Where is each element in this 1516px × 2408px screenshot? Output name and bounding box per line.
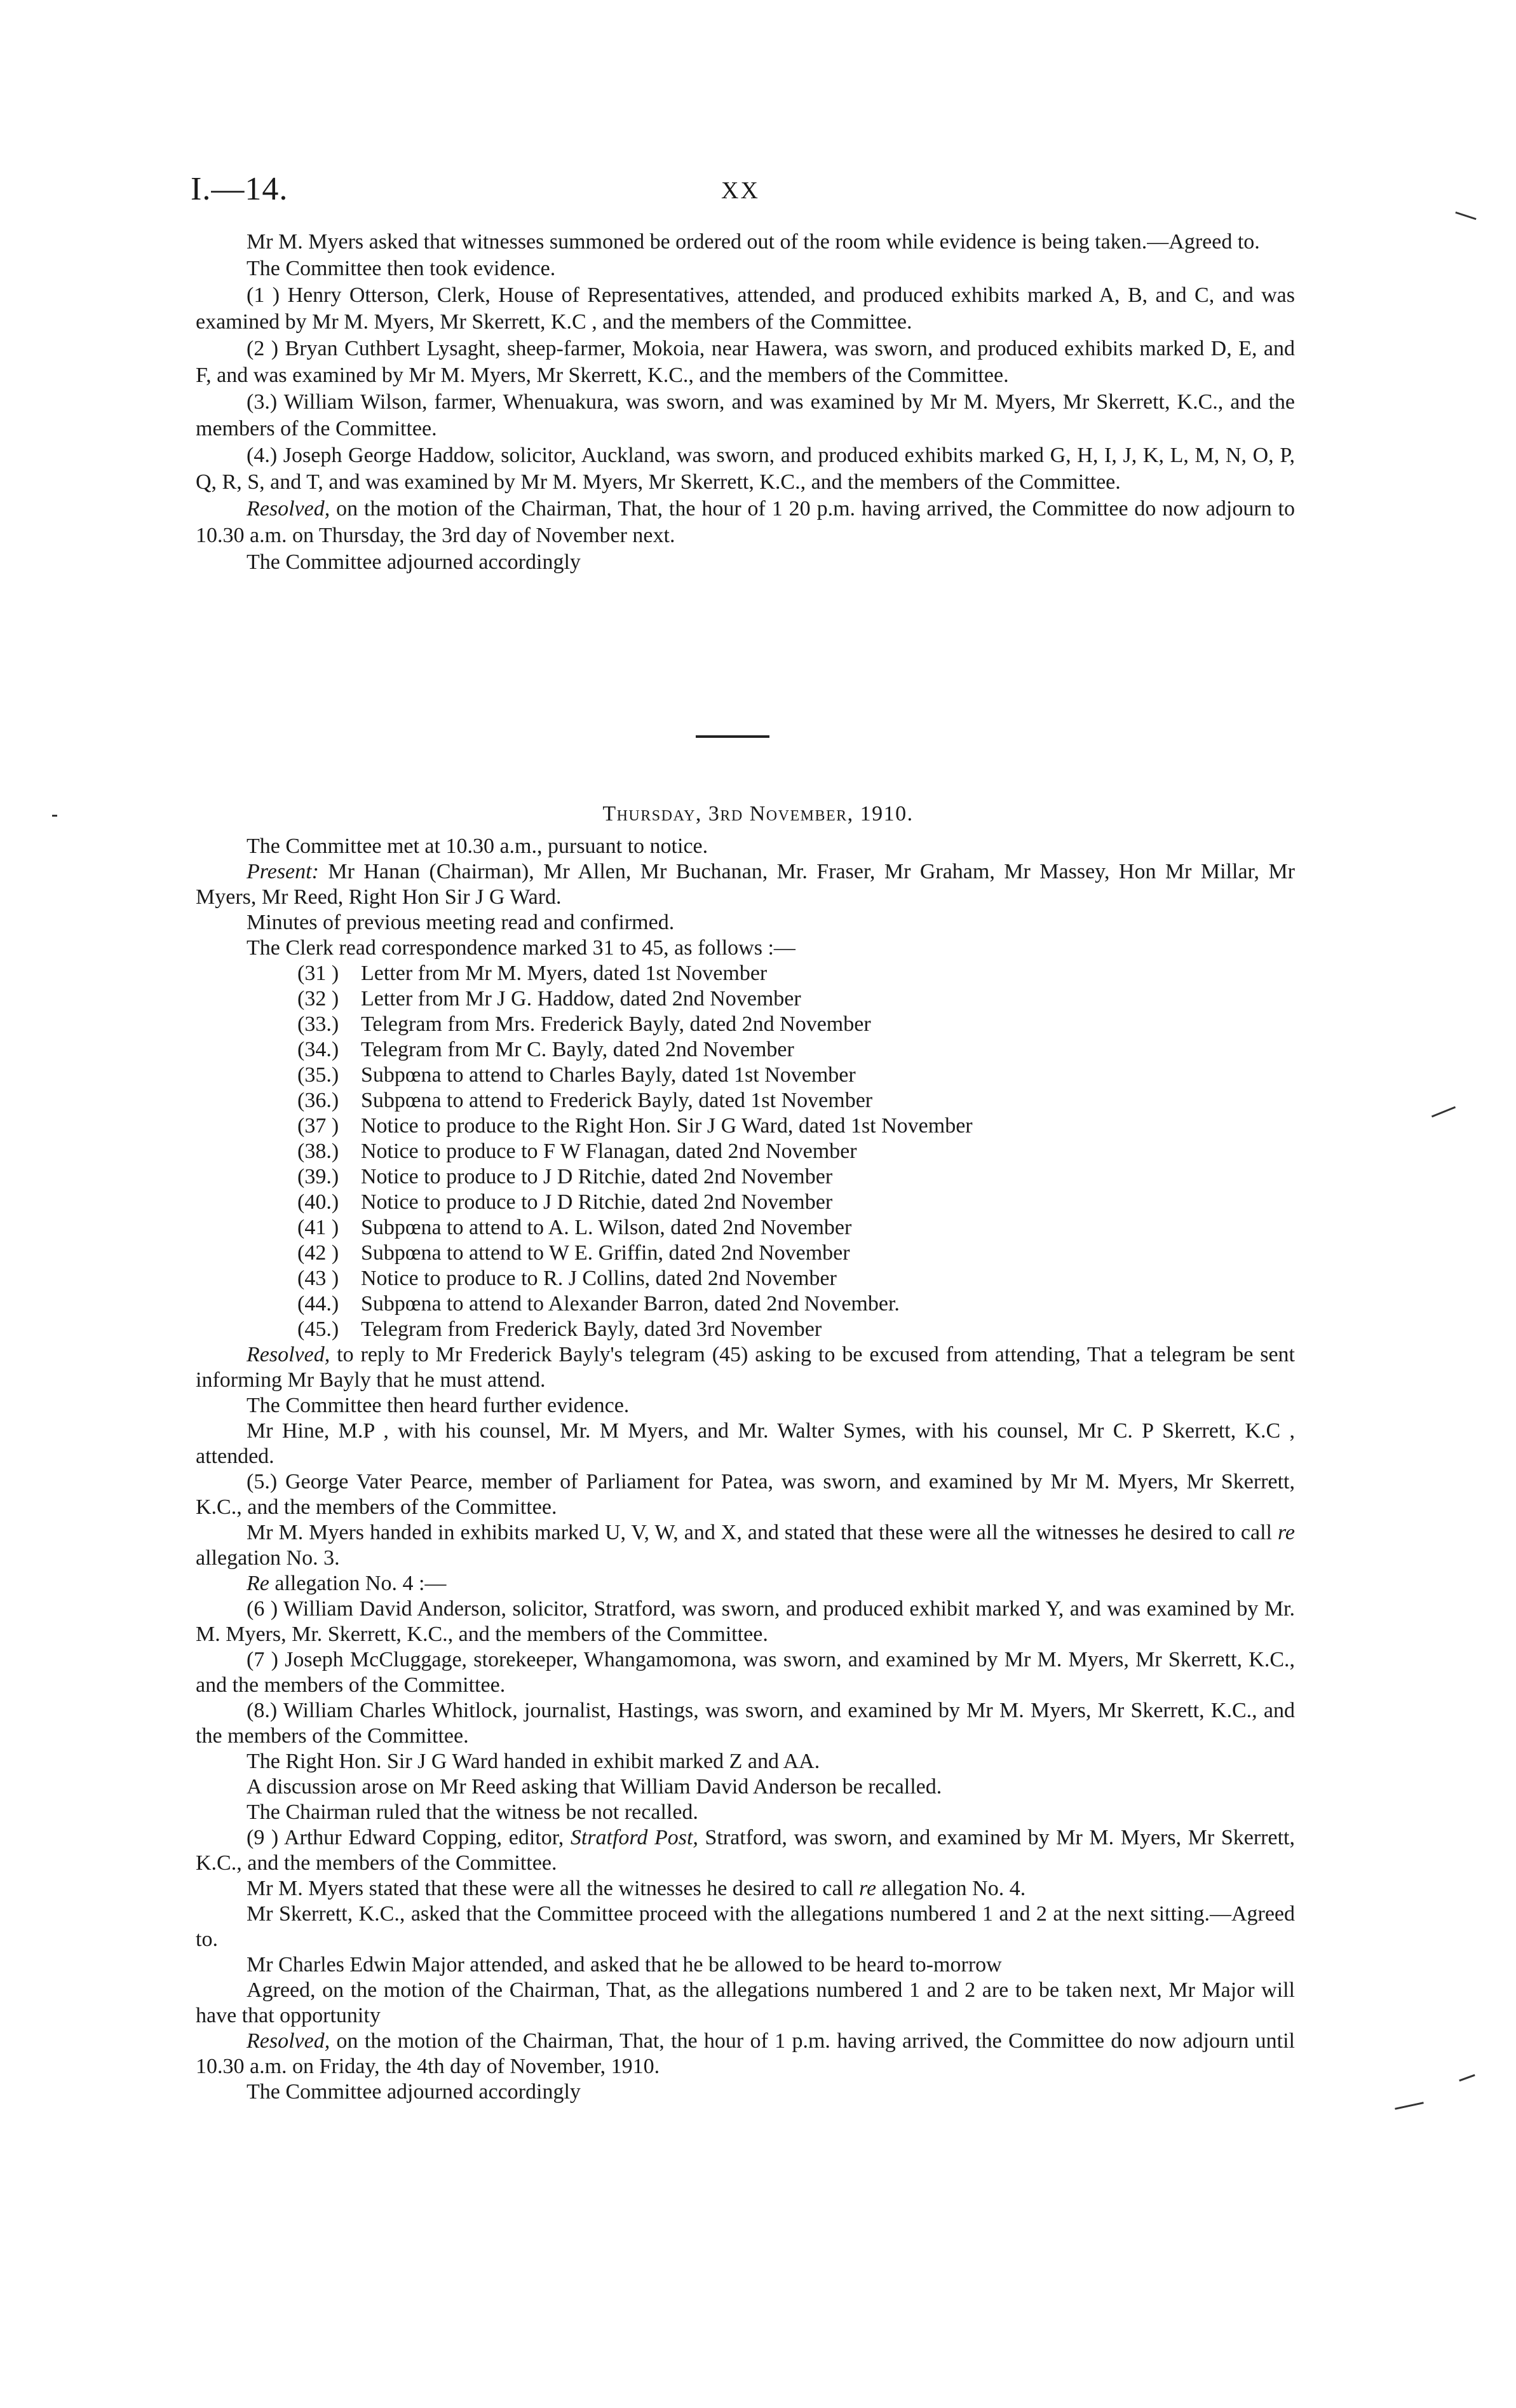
paragraph: (5.) George Vater Pearce, member of Parliament for Patea, was sworn, and examined by Mr M. Myers, Mr Skerrett, K.C., and the members of the Committee. [196, 1470, 1295, 1519]
paragraph: The Chairman ruled that the witness be not recalled. [247, 1800, 698, 1824]
paragraph [196, 1825, 1295, 1876]
paragraph: (3.) William Wilson, farmer, Whenuakura, was sworn, and was examined by Mr M. Myers, Mr Skerrett, K.C., and the members of the Committee. [196, 390, 1295, 440]
page-number: XX [721, 177, 760, 204]
list-item [297, 1266, 1295, 1291]
list-item [297, 1113, 1295, 1139]
paragraph: (4.) Joseph George Haddow, solicitor, Auckland, was sworn, and produced exhibits marked G, H, I, J, K, L, M, N, O, P, Q, R, S, and T, and was examined by Mr M. Myers, Mr Skerrett, K.C., and the members of the Committee. [196, 444, 1295, 494]
paragraph: The Committee then took evidence. [247, 257, 556, 280]
paragraph [196, 1571, 1295, 1596]
item-number: (36.) [297, 1089, 339, 1112]
item-number: (45.) [297, 1317, 339, 1341]
item-text: Letter from Mr M. Myers, dated 1st November [361, 962, 768, 985]
list-item [297, 961, 1295, 986]
paragraph: Mr M. Myers asked that witnesses summoned be ordered out of the room while evidence is being taken.—Agreed to. [247, 230, 1260, 254]
present-members: Mr Hanan (Chairman), Mr Allen, Mr Buchanan, Mr. Fraser, Mr Graham, Mr Massey, Hon Mr Millar, Mr Myers, Mr Reed, Right Hon Sir J G Ward. [196, 860, 1295, 909]
paragraph [196, 1342, 1295, 1393]
paragraph-text: allegation No. 4. [876, 1877, 1026, 1900]
list-item [297, 1037, 1295, 1063]
resolution-text: to reply to Mr Frederick Bayly's telegram (45) asking to be excused from attending, That a telegram be sent informing Mr Bayly that he must attend. [196, 1343, 1295, 1392]
item-text: Notice to produce to J D Ritchie, dated 2nd November [361, 1165, 833, 1188]
paragraph-text: Mr M. Myers handed in exhibits marked U, V, W, and X, and stated that these were all the witnesses he desired to call [247, 1521, 1278, 1544]
document-reference: I.—14. [191, 171, 288, 207]
paragraph: (7 ) Joseph McCluggage, storekeeper, Whangamomona, was sworn, and examined by Mr M. Myers, Mr Skerrett, K.C., and the members of the Committee. [196, 1648, 1295, 1697]
paragraph-text: Stratford, was sworn, and examined by Mr M. Myers, Mr Skerrett, K.C., and the members of the Committee. [196, 1826, 1295, 1875]
list-item [297, 1317, 1295, 1342]
paragraph: The Committee then heard further evidence. [247, 1394, 630, 1417]
paragraph: The Right Hon. Sir J G Ward handed in exhibit marked Z and AA. [247, 1750, 820, 1773]
paragraph: (8.) William Charles Whitlock, journalist, Hastings, was sworn, and examined by Mr M. Myers, Mr Skerrett, K.C., and the members of the Committee. [196, 1699, 1295, 1748]
item-number: (35.) [297, 1063, 339, 1087]
re-label: re [1277, 1521, 1295, 1544]
paragraph: (6 ) William David Anderson, solicitor, Stratford, was sworn, and produced exhibit marked Y, and was examined by Mr. M. Myers, Mr. Skerrett, K.C., and the members of the Committee. [196, 1597, 1295, 1646]
paragraph-text: allegation No. 4 :— [269, 1572, 447, 1595]
item-number: (33.) [297, 1012, 339, 1036]
scan-mark [1455, 212, 1476, 220]
paragraph: The Committee adjourned accordingly [247, 2080, 581, 2104]
resolution-text: on the motion of the Chairman, That, the hour of 1 20 p.m. having arrived, the Committee do now adjourn to 10.30 a.m. on Thursday, the 3rd day of November next. [196, 497, 1295, 547]
paragraph: Mr Hine, M.P , with his counsel, Mr. M Myers, and Mr. Walter Symes, with his counsel, Mr C. P Skerrett, K.C , attended. [196, 1419, 1295, 1468]
scan-mark [1459, 2074, 1475, 2082]
minutes-section-2 [196, 834, 1295, 2105]
item-number: (32 ) [297, 987, 339, 1010]
paragraph: A discussion arose on Mr Reed asking that William David Anderson be recalled. [247, 1775, 942, 1799]
item-text: Subpœna to attend to A. L. Wilson, dated 2nd November [361, 1216, 852, 1239]
paragraph [196, 2029, 1295, 2079]
item-text: Subpœna to attend to Alexander Barron, dated 2nd November. [361, 1292, 900, 1316]
list-item [297, 1063, 1295, 1088]
resolution-text: on the motion of the Chairman, That, the hour of 1 p.m. having arrived, the Committee do now adjourn until 10.30 a.m. on Friday, the 4th day of November, 1910. [196, 2029, 1295, 2078]
paragraph: Minutes of previous meeting read and confirmed. [247, 911, 675, 934]
paragraph [196, 1876, 1295, 1901]
item-number: (31 ) [297, 962, 339, 985]
resolved-label: Resolved, [247, 497, 330, 520]
paragraph [196, 496, 1295, 549]
paragraph: The Committee met at 10.30 a.m., pursuant to notice. [247, 834, 708, 858]
paragraph-text: (9 ) Arthur Edward Copping, editor, [247, 1826, 571, 1849]
item-text: Notice to produce to F W Flanagan, dated 2nd November [361, 1139, 857, 1163]
scan-mark [1395, 2102, 1424, 2109]
item-text: Subpœna to attend to W E. Griffin, dated 2nd November [361, 1241, 850, 1265]
newspaper-name: Stratford Post, [570, 1826, 698, 1849]
list-item [297, 1291, 1295, 1317]
item-number: (37 ) [297, 1114, 339, 1138]
item-text: Notice to produce to J D Ritchie, dated 2nd November [361, 1190, 833, 1214]
list-item [297, 1012, 1295, 1037]
item-number: (39.) [297, 1165, 339, 1188]
item-text: Subpœna to attend to Charles Bayly, dated 1st November [361, 1063, 856, 1087]
re-label: re [859, 1877, 877, 1900]
item-text: Notice to produce to the Right Hon. Sir J G Ward, dated 1st November [361, 1114, 973, 1138]
section-divider [696, 735, 769, 738]
paragraph: The Committee adjourned accordingly [247, 550, 581, 574]
paragraph-text: Mr M. Myers stated that these were all the witnesses he desired to call [247, 1877, 860, 1900]
item-text: Telegram from Mr C. Bayly, dated 2nd November [361, 1038, 794, 1061]
paragraph [196, 1520, 1295, 1571]
minutes-section-1 [196, 229, 1295, 576]
scan-mark [52, 815, 57, 817]
item-number: (34.) [297, 1038, 339, 1061]
item-number: (38.) [297, 1139, 339, 1163]
list-item [297, 1164, 1295, 1190]
item-text: Telegram from Frederick Bayly, dated 3rd November [361, 1317, 822, 1341]
list-item [297, 986, 1295, 1012]
list-item [297, 1190, 1295, 1215]
date-heading: Thursday, 3rd November, 1910. [602, 802, 914, 826]
paragraph: (1 ) Henry Otterson, Clerk, House of Representatives, attended, and produced exhibits marked A, B, and C, and was examined by Mr M. Myers, Mr Skerrett, K.C , and the members of the Committee. [196, 283, 1295, 334]
list-item [297, 1139, 1295, 1164]
correspondence-list [196, 961, 1295, 1342]
list-item [297, 1241, 1295, 1266]
resolved-label: Resolved, [247, 2029, 330, 2053]
item-number: (40.) [297, 1190, 339, 1214]
item-number: (41 ) [297, 1216, 339, 1239]
item-text: Telegram from Mrs. Frederick Bayly, dated 2nd November [361, 1012, 871, 1036]
paragraph-text: allegation No. 3. [196, 1546, 340, 1570]
resolved-label: Resolved, [247, 1343, 330, 1366]
present-label: Present: [247, 860, 319, 883]
item-text: Subpœna to attend to Frederick Bayly, dated 1st November [361, 1089, 873, 1112]
paragraph: Mr Charles Edwin Major attended, and asked that he be allowed to be heard to-morrow [247, 1953, 1002, 1976]
item-number: (43 ) [297, 1267, 339, 1290]
scan-mark [1431, 1106, 1456, 1118]
list-item [297, 1088, 1295, 1113]
item-number: (44.) [297, 1292, 339, 1316]
list-item [297, 1215, 1295, 1241]
item-number: (42 ) [297, 1241, 339, 1265]
item-text: Letter from Mr J G. Haddow, dated 2nd November [361, 987, 801, 1010]
item-text: Notice to produce to R. J Collins, dated 2nd November [361, 1267, 837, 1290]
paragraph: The Clerk read correspondence marked 31 to 45, as follows :— [247, 936, 795, 960]
re-label: Re [247, 1572, 269, 1595]
paragraph: Agreed, on the motion of the Chairman, That, as the allegations numbered 1 and 2 are to be taken next, Mr Major will have that opportunity [196, 1978, 1295, 2027]
paragraph [196, 859, 1295, 910]
paragraph: Mr Skerrett, K.C., asked that the Committee proceed with the allegations numbered 1 and 2 at the next sitting.—Agreed to. [196, 1902, 1295, 1951]
paragraph: (2 ) Bryan Cuthbert Lysaght, sheep-farmer, Mokoia, near Hawera, was sworn, and produced exhibits marked D, E, and F, and was examined by Mr M. Myers, Mr Skerrett, K.C., and the members of the Committee. [196, 337, 1295, 387]
